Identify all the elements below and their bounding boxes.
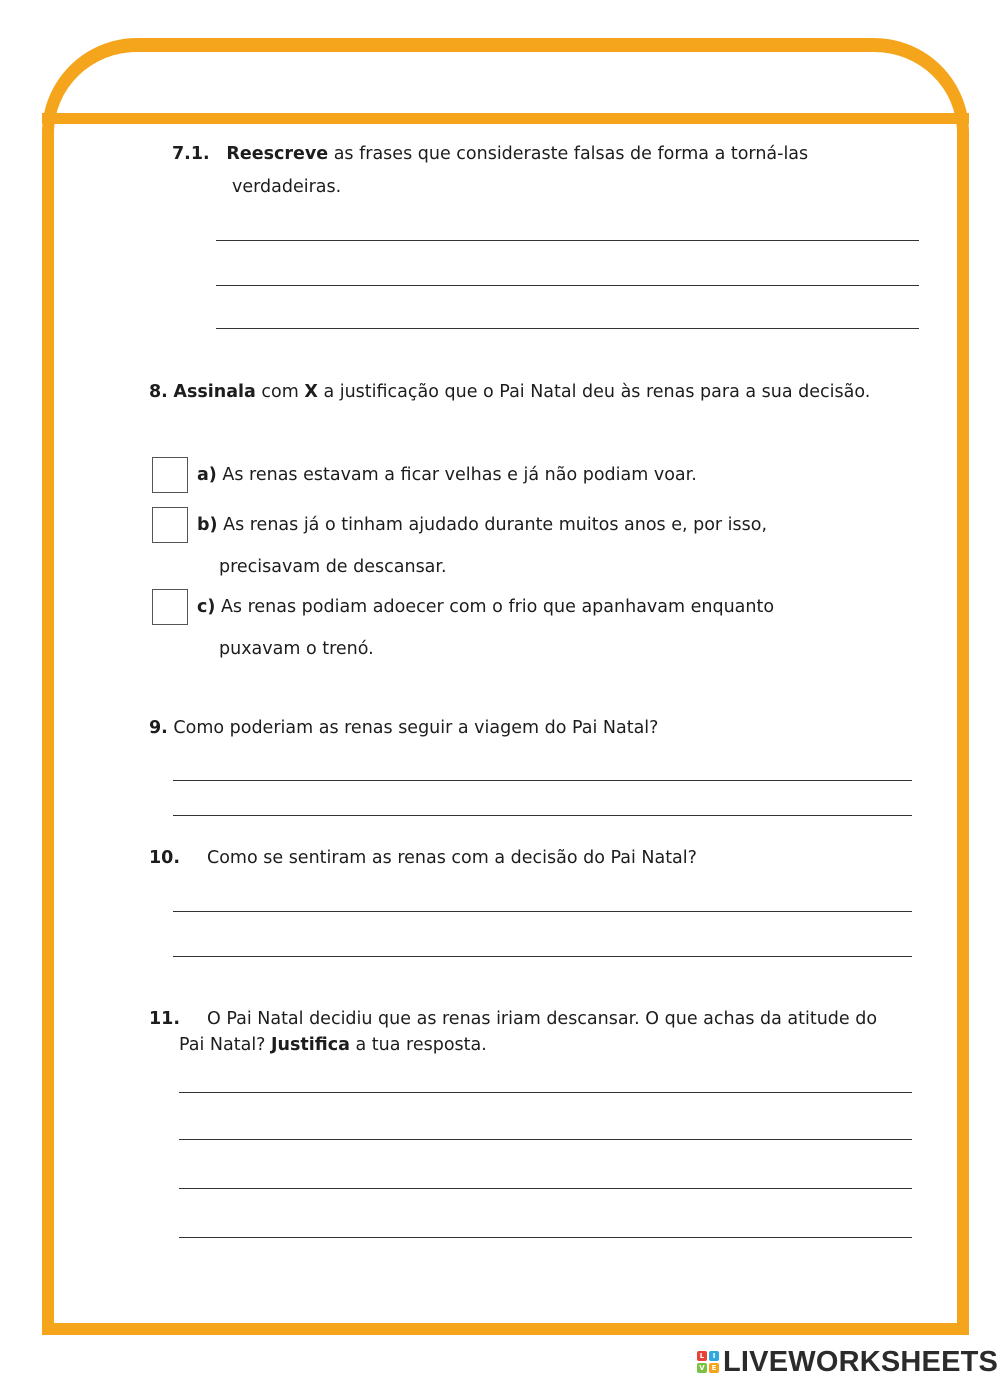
answer-line[interactable]	[173, 815, 912, 816]
option-b: b) As renas já o tinham ajudado durante muitos anos e, por isso,	[197, 515, 768, 535]
option-c-line2: puxavam o trenó.	[219, 639, 374, 659]
question-11-line2: Pai Natal? Justifica a tua resposta.	[179, 1035, 487, 1055]
instruction-verb: Reescreve	[226, 144, 329, 164]
brand-name: LIVEWORKSHEETS	[723, 1345, 999, 1378]
answer-line[interactable]	[173, 780, 912, 781]
page-frame	[42, 38, 969, 1335]
answer-line[interactable]	[179, 1188, 912, 1189]
option-a-checkbox[interactable]	[152, 457, 188, 493]
answer-line[interactable]	[216, 240, 919, 241]
question-number: 8.	[149, 382, 168, 402]
option-c-checkbox[interactable]	[152, 589, 188, 625]
question-11-number: 11.	[149, 1009, 181, 1029]
question-7-1: 7.1. Reescreve as frases que consideraste falsas de forma a torná-las	[172, 144, 809, 164]
option-b-line2: precisavam de descansar.	[219, 557, 447, 577]
question-11: O Pai Natal decidiu que as renas iriam descansar. O que achas da atitude do	[207, 1009, 878, 1029]
question-7-1-line2: verdadeiras.	[232, 177, 342, 197]
option-letter: a)	[197, 465, 217, 485]
answer-line[interactable]	[216, 328, 919, 329]
question-10: Como se sentiram as renas com a decisão do Pai Natal?	[207, 848, 697, 868]
instruction-verb: Justifica	[271, 1035, 350, 1055]
answer-line[interactable]	[179, 1092, 912, 1093]
answer-line[interactable]	[173, 956, 912, 957]
option-letter: b)	[197, 515, 218, 535]
option-b-checkbox[interactable]	[152, 507, 188, 543]
question-10-number: 10.	[149, 848, 181, 868]
question-number: 7.1.	[172, 144, 210, 164]
liveworksheets-logo	[697, 1346, 998, 1378]
option-a: a) As renas estavam a ficar velhas e já não podiam voar.	[197, 465, 697, 485]
question-8: 8. Assinala com X a justificação que o Pai Natal deu às renas para a sua decisão.	[149, 382, 871, 402]
instruction-verb: Assinala	[173, 382, 256, 402]
answer-line[interactable]	[179, 1139, 912, 1140]
header-bar	[42, 113, 969, 124]
mark-x: X	[304, 382, 318, 402]
answer-line[interactable]	[179, 1237, 912, 1238]
question-9: 9. Como poderiam as renas seguir a viagem do Pai Natal?	[149, 718, 659, 738]
logo-mark-icon: L I V E	[697, 1351, 719, 1373]
option-letter: c)	[197, 597, 216, 617]
question-number: 9.	[149, 718, 168, 738]
answer-line[interactable]	[173, 911, 912, 912]
option-c: c) As renas podiam adoecer com o frio que apanhavam enquanto	[197, 597, 775, 617]
answer-line[interactable]	[216, 285, 919, 286]
